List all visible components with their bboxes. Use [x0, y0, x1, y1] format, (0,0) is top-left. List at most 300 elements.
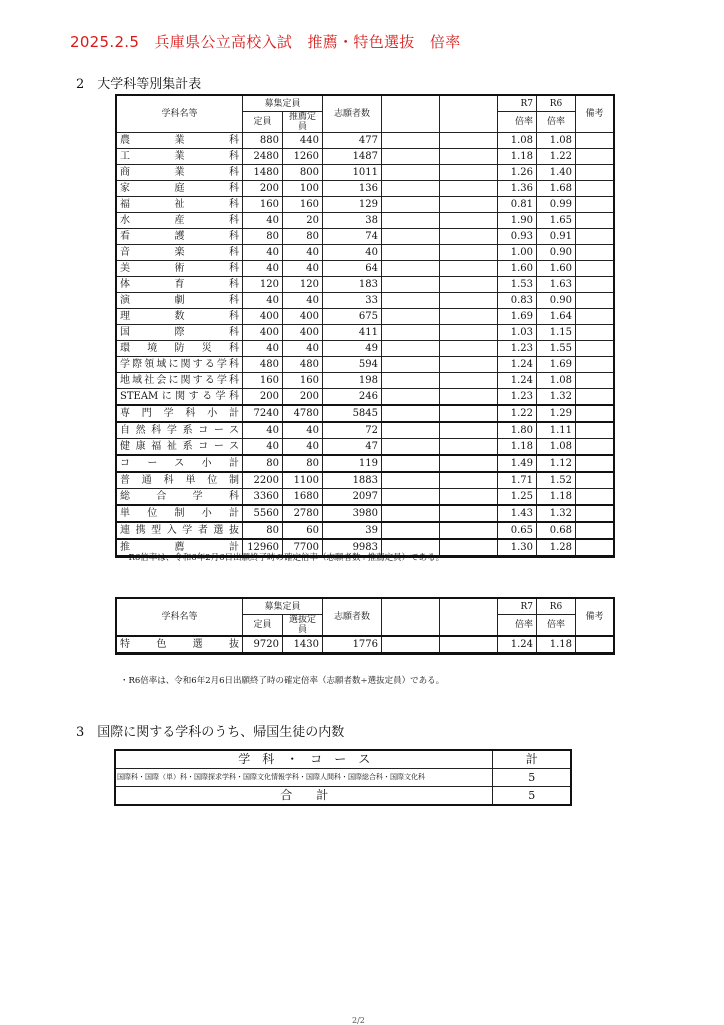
row-course-value: 5 [493, 769, 571, 787]
row-blank-1 [382, 636, 440, 653]
row-blank-2 [440, 149, 498, 165]
row-blank-2 [440, 522, 498, 539]
row-blank-1 [382, 293, 440, 309]
table-row [117, 197, 614, 213]
row-r7: 1.36 [498, 181, 537, 197]
row-teiin: 40 [243, 439, 283, 456]
row-blank-1 [382, 357, 440, 373]
row-r7: 1.18 [498, 149, 537, 165]
row-notes [576, 489, 614, 506]
row-suisen: 480 [283, 357, 323, 373]
row-suisen: 40 [283, 341, 323, 357]
row-applicants: 3980 [323, 505, 382, 522]
row-blank-2 [440, 389, 498, 406]
row-applicants: 1776 [323, 636, 382, 653]
row-r6: 1.52 [537, 472, 576, 489]
row-r6: 1.08 [537, 439, 576, 456]
row-r6: 1.65 [537, 213, 576, 229]
row-r6: 0.99 [537, 197, 576, 213]
row-suisen: 60 [283, 522, 323, 539]
row-r7: 1.08 [498, 133, 537, 149]
row-name: 国際科 [117, 325, 243, 341]
page-title: 2025.2.5 兵庫県公立高校入試 推薦・特色選抜 倍率 [70, 33, 461, 51]
table-row [117, 181, 614, 197]
row-notes [576, 325, 614, 341]
header-capacity: 募集定員 [243, 96, 323, 112]
row-blank-2 [440, 325, 498, 341]
row-suisen: 20 [283, 213, 323, 229]
row-teiin: 200 [243, 181, 283, 197]
row-r6: 0.90 [537, 245, 576, 261]
t2-header-r6: R6 [537, 599, 576, 615]
row-teiin: 9720 [243, 636, 283, 653]
row-blank-1 [382, 197, 440, 213]
row-name: 家庭科 [117, 181, 243, 197]
row-r7: 1.80 [498, 422, 537, 439]
row-applicants: 1883 [323, 472, 382, 489]
row-total-label: 合 計 [116, 787, 493, 805]
table-row [117, 373, 614, 389]
row-blank-1 [382, 489, 440, 506]
row-suisen: 160 [283, 197, 323, 213]
row-suisen: 1260 [283, 149, 323, 165]
row-r7: 1.22 [498, 405, 537, 422]
row-r7: 1.90 [498, 213, 537, 229]
row-r6: 1.18 [537, 636, 576, 653]
table-row [117, 213, 614, 229]
row-teiin: 40 [243, 245, 283, 261]
row-notes [576, 309, 614, 325]
row-r7: 1.30 [498, 539, 537, 556]
row-r7: 1.18 [498, 439, 537, 456]
row-blank-1 [382, 261, 440, 277]
row-suisen: 120 [283, 277, 323, 293]
row-r6: 1.32 [537, 389, 576, 406]
row-notes [576, 165, 614, 181]
row-blank-2 [440, 472, 498, 489]
row-applicants: 9983 [323, 539, 382, 556]
row-applicants: 183 [323, 277, 382, 293]
row-blank-1 [382, 341, 440, 357]
row-blank-1 [382, 245, 440, 261]
row-r6: 1.22 [537, 149, 576, 165]
row-r6: 1.68 [537, 181, 576, 197]
header-suisen: 推薦定員 [283, 112, 323, 133]
row-applicants: 129 [323, 197, 382, 213]
row-blank-2 [440, 455, 498, 472]
row-notes [576, 277, 614, 293]
row-applicants: 594 [323, 357, 382, 373]
row-applicants: 1487 [323, 149, 382, 165]
row-r6: 0.90 [537, 293, 576, 309]
header-blank-1 [382, 96, 440, 133]
row-teiin: 80 [243, 229, 283, 245]
row-notes [576, 439, 614, 456]
t2-header-r7-rate: 倍率 [498, 615, 537, 637]
row-applicants: 33 [323, 293, 382, 309]
row-notes [576, 522, 614, 539]
row-applicants: 72 [323, 422, 382, 439]
row-blank-1 [382, 505, 440, 522]
row-blank-2 [440, 197, 498, 213]
row-r6: 1.08 [537, 373, 576, 389]
row-blank-2 [440, 539, 498, 556]
row-r7: 1.43 [498, 505, 537, 522]
row-blank-1 [382, 229, 440, 245]
row-name: 連携型入学者選抜 [117, 522, 243, 539]
row-teiin: 2200 [243, 472, 283, 489]
row-blank-2 [440, 181, 498, 197]
row-blank-2 [440, 245, 498, 261]
row-teiin: 40 [243, 213, 283, 229]
row-r7: 1.23 [498, 341, 537, 357]
table-row [117, 472, 614, 489]
row-teiin: 400 [243, 309, 283, 325]
header-r7: R7 [498, 96, 537, 112]
row-teiin: 160 [243, 373, 283, 389]
row-notes [576, 293, 614, 309]
row-teiin: 40 [243, 422, 283, 439]
row-teiin: 1480 [243, 165, 283, 181]
row-notes [576, 373, 614, 389]
row-r7: 0.81 [498, 197, 537, 213]
row-teiin: 40 [243, 341, 283, 357]
row-notes [576, 539, 614, 556]
row-blank-2 [440, 165, 498, 181]
table-row [117, 293, 614, 309]
row-teiin: 80 [243, 455, 283, 472]
row-blank-2 [440, 636, 498, 653]
header-r7-rate: 倍率 [498, 112, 537, 133]
row-name: 福祉科 [117, 197, 243, 213]
row-name: 美術科 [117, 261, 243, 277]
row-notes [576, 133, 614, 149]
table-row [117, 261, 614, 277]
table-row [117, 309, 614, 325]
row-r6: 1.63 [537, 277, 576, 293]
row-blank-1 [382, 213, 440, 229]
table-row [117, 341, 614, 357]
row-suisen: 800 [283, 165, 323, 181]
row-suisen: 160 [283, 373, 323, 389]
table-row [117, 455, 614, 472]
row-name: 演劇科 [117, 293, 243, 309]
row-blank-2 [440, 373, 498, 389]
row-r7: 1.00 [498, 245, 537, 261]
row-blank-2 [440, 439, 498, 456]
summary-table [116, 95, 614, 557]
row-suisen: 2780 [283, 505, 323, 522]
row-blank-2 [440, 357, 498, 373]
row-name: 看護科 [117, 229, 243, 245]
header-notes: 備考 [576, 96, 614, 133]
row-notes [576, 472, 614, 489]
row-r6: 1.11 [537, 422, 576, 439]
row-suisen: 1680 [283, 489, 323, 506]
t2-header-blank-2 [440, 599, 498, 637]
t2-header-r6-rate: 倍率 [537, 615, 576, 637]
row-suisen: 400 [283, 309, 323, 325]
row-applicants: 136 [323, 181, 382, 197]
row-r7: 0.65 [498, 522, 537, 539]
row-blank-2 [440, 133, 498, 149]
table-row [117, 422, 614, 439]
t2-header-senbatsu: 選抜定員 [283, 615, 323, 637]
row-applicants: 74 [323, 229, 382, 245]
table-row [117, 149, 614, 165]
t2-header-capacity: 募集定員 [243, 599, 323, 615]
row-notes [576, 261, 614, 277]
row-blank-1 [382, 422, 440, 439]
row-name: 水産科 [117, 213, 243, 229]
row-name: 専門学科小計 [117, 405, 243, 422]
row-name: 工業科 [117, 149, 243, 165]
t2-header-teiin: 定員 [243, 615, 283, 637]
row-suisen: 100 [283, 181, 323, 197]
row-r6: 1.55 [537, 341, 576, 357]
row-r7: 1.71 [498, 472, 537, 489]
row-r7: 1.24 [498, 636, 537, 653]
header-teiin: 定員 [243, 112, 283, 133]
row-notes [576, 245, 614, 261]
t2-header-applicants: 志願者数 [323, 599, 382, 637]
row-suisen: 40 [283, 245, 323, 261]
row-name: 環境防災科 [117, 341, 243, 357]
row-teiin: 12960 [243, 539, 283, 556]
t2-header-r7: R7 [498, 599, 537, 615]
returnee-table [115, 750, 571, 805]
table-row [117, 357, 614, 373]
row-suisen: 80 [283, 229, 323, 245]
table-row [117, 277, 614, 293]
row-notes [576, 213, 614, 229]
row-suisen: 200 [283, 389, 323, 406]
row-blank-2 [440, 277, 498, 293]
row-name: 理数科 [117, 309, 243, 325]
row-name: 単位制小計 [117, 505, 243, 522]
row-teiin: 5560 [243, 505, 283, 522]
row-applicants: 38 [323, 213, 382, 229]
row-name: 学際領域に関する学科 [117, 357, 243, 373]
row-teiin: 2480 [243, 149, 283, 165]
row-applicants: 411 [323, 325, 382, 341]
table-row [117, 165, 614, 181]
row-name: 健康福祉系コース [117, 439, 243, 456]
row-name: 特色選抜 [117, 636, 243, 653]
row-name: 普通科単位制 [117, 472, 243, 489]
row-teiin: 40 [243, 261, 283, 277]
header-blank-2 [440, 96, 498, 133]
row-notes [576, 197, 614, 213]
row-name: 地域社会に関する学科 [117, 373, 243, 389]
row-notes [576, 357, 614, 373]
row-notes [576, 636, 614, 653]
row-blank-1 [382, 181, 440, 197]
header-r6-rate: 倍率 [537, 112, 576, 133]
row-blank-1 [382, 405, 440, 422]
row-r7: 1.23 [498, 389, 537, 406]
row-blank-1 [382, 277, 440, 293]
row-r6: 1.08 [537, 133, 576, 149]
row-blank-2 [440, 341, 498, 357]
header-r6: R6 [537, 96, 576, 112]
table-row [117, 325, 614, 341]
row-applicants: 5845 [323, 405, 382, 422]
section3-heading: 3 国際に関する学科のうち、帰国生徒の内数 [76, 725, 345, 740]
row-course-list: 国際科・国際（単）科・国際探求学科・国際文化情報学科・国際人間科・国際総合科・国際文化科 [116, 769, 493, 787]
table-row [117, 439, 614, 456]
row-r6: 0.68 [537, 522, 576, 539]
row-blank-1 [382, 165, 440, 181]
row-name: STEAMに関する学科 [117, 389, 243, 406]
row-name: 推薦計 [117, 539, 243, 556]
table-row [117, 522, 614, 539]
row-teiin: 40 [243, 293, 283, 309]
row-suisen: 40 [283, 261, 323, 277]
row-blank-2 [440, 293, 498, 309]
row-blank-2 [440, 505, 498, 522]
header-applicants: 志願者数 [323, 96, 382, 133]
row-r6: 1.29 [537, 405, 576, 422]
row-name: 農業科 [117, 133, 243, 149]
table-row [117, 405, 614, 422]
row-blank-2 [440, 229, 498, 245]
row-teiin: 880 [243, 133, 283, 149]
row-applicants: 675 [323, 309, 382, 325]
table-row [117, 389, 614, 406]
row-applicants: 39 [323, 522, 382, 539]
row-notes [576, 389, 614, 406]
row-applicants: 49 [323, 341, 382, 357]
row-applicants: 198 [323, 373, 382, 389]
row-notes [576, 229, 614, 245]
row-blank-1 [382, 522, 440, 539]
row-suisen: 440 [283, 133, 323, 149]
row-r7: 1.24 [498, 373, 537, 389]
row-r6: 1.60 [537, 261, 576, 277]
row-notes [576, 181, 614, 197]
row-blank-1 [382, 309, 440, 325]
table-row [117, 636, 614, 653]
row-blank-1 [382, 389, 440, 406]
row-notes [576, 422, 614, 439]
section2b-note: ・R6倍率は、令和6年2月6日出願終了時の確定倍率（志願者数÷選抜定員）である。 [120, 676, 445, 686]
row-teiin: 200 [243, 389, 283, 406]
table-row [117, 505, 614, 522]
row-r7: 1.26 [498, 165, 537, 181]
row-suisen: 4780 [283, 405, 323, 422]
row-r7: 0.93 [498, 229, 537, 245]
row-applicants: 2097 [323, 489, 382, 506]
row-applicants: 40 [323, 245, 382, 261]
row-total-value: 5 [493, 787, 571, 805]
tokushoku-table [116, 598, 614, 654]
header-subject: 学科名等 [117, 96, 243, 133]
section2-heading: 2 大学科等別集計表 [76, 77, 202, 92]
row-blank-2 [440, 309, 498, 325]
row-r6: 1.40 [537, 165, 576, 181]
row-name: コース小計 [117, 455, 243, 472]
row-blank-1 [382, 325, 440, 341]
row-teiin: 480 [243, 357, 283, 373]
t2-header-subject: 学科名等 [117, 599, 243, 637]
row-r6: 1.28 [537, 539, 576, 556]
row-r7: 1.24 [498, 357, 537, 373]
row-blank-1 [382, 133, 440, 149]
row-notes [576, 341, 614, 357]
row-r7: 1.49 [498, 455, 537, 472]
row-blank-1 [382, 472, 440, 489]
row-suisen: 80 [283, 455, 323, 472]
row-r7: 0.83 [498, 293, 537, 309]
row-blank-2 [440, 405, 498, 422]
row-suisen: 7700 [283, 539, 323, 556]
row-applicants: 1011 [323, 165, 382, 181]
row-r6: 1.64 [537, 309, 576, 325]
row-r7: 1.03 [498, 325, 537, 341]
row-teiin: 3360 [243, 489, 283, 506]
row-blank-1 [382, 455, 440, 472]
row-r6: 1.18 [537, 489, 576, 506]
row-name: 体育科 [117, 277, 243, 293]
row-notes [576, 455, 614, 472]
row-notes [576, 405, 614, 422]
row-blank-2 [440, 261, 498, 277]
row-r7: 1.25 [498, 489, 537, 506]
row-applicants: 119 [323, 455, 382, 472]
t2-header-notes: 備考 [576, 599, 614, 637]
row-r6: 1.69 [537, 357, 576, 373]
row-r7: 1.53 [498, 277, 537, 293]
row-blank-2 [440, 489, 498, 506]
row-r6: 1.32 [537, 505, 576, 522]
table-row [117, 133, 614, 149]
row-name: 商業科 [117, 165, 243, 181]
row-name: 音楽科 [117, 245, 243, 261]
section2-note: ・R6倍率は、令和6年2月6日出願終了時の確定倍率（志願者数÷推薦定員）である。 [120, 553, 445, 563]
table-row [117, 229, 614, 245]
row-applicants: 64 [323, 261, 382, 277]
row-blank-1 [382, 439, 440, 456]
row-blank-1 [382, 373, 440, 389]
row-teiin: 160 [243, 197, 283, 213]
col-total: 計 [493, 751, 571, 769]
row-suisen: 40 [283, 422, 323, 439]
table-row [117, 489, 614, 506]
page-number: 2/2 [352, 1016, 365, 1025]
row-r7: 1.60 [498, 261, 537, 277]
row-blank-2 [440, 213, 498, 229]
row-teiin: 7240 [243, 405, 283, 422]
row-r6: 0.91 [537, 229, 576, 245]
row-teiin: 120 [243, 277, 283, 293]
row-senbatsu: 1430 [283, 636, 323, 653]
row-name: 自然科学系コース [117, 422, 243, 439]
row-notes [576, 505, 614, 522]
row-r6: 1.12 [537, 455, 576, 472]
row-applicants: 47 [323, 439, 382, 456]
row-teiin: 80 [243, 522, 283, 539]
row-blank-1 [382, 149, 440, 165]
row-teiin: 400 [243, 325, 283, 341]
t2-header-blank-1 [382, 599, 440, 637]
table-row [117, 245, 614, 261]
row-name: 総合学科 [117, 489, 243, 506]
col-course: 学 科 ・ コ ー ス [116, 751, 493, 769]
row-suisen: 1100 [283, 472, 323, 489]
row-r7: 1.69 [498, 309, 537, 325]
row-r6: 1.15 [537, 325, 576, 341]
